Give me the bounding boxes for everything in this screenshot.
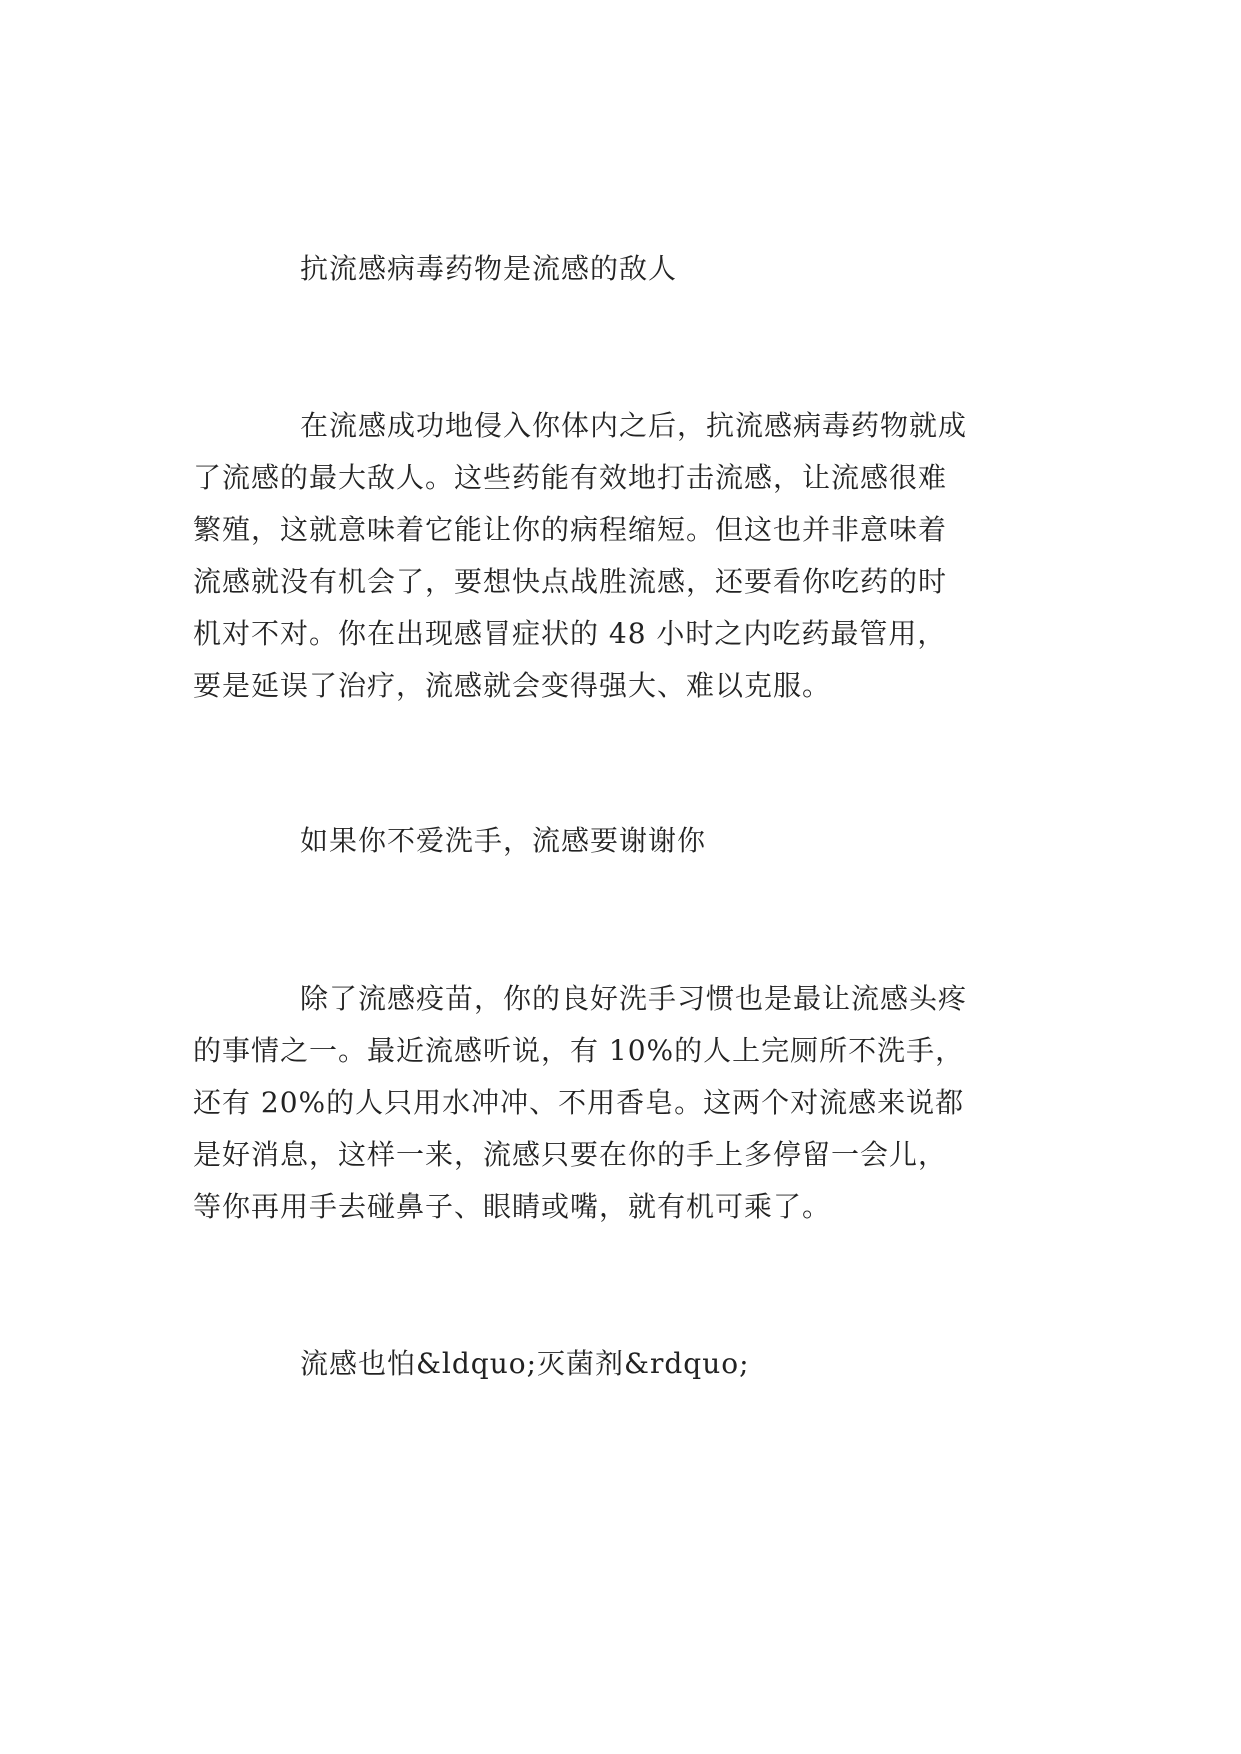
paragraph-line: 在流感成功地侵入你体内之后，抗流感病毒药物就成 xyxy=(300,409,968,442)
paragraph-line: 机对不对。你在出现感冒症状的 48 小时之内吃药最管用， xyxy=(193,617,947,650)
section-heading: 流感也怕&ldquo;灭菌剂&rdquo; xyxy=(300,1347,750,1380)
paragraph-line: 了流感的最大敌人。这些药能有效地打击流感，让流感很难 xyxy=(193,461,948,494)
paragraph-line: 的事情之一。最近流感听说，有 10%的人上完厕所不洗手， xyxy=(193,1034,965,1067)
paragraph-line: 等你再用手去碰鼻子、眼睛或嘴，就有机可乘了。 xyxy=(193,1190,832,1223)
section-heading: 抗流感病毒药物是流感的敌人 xyxy=(300,252,678,285)
section-heading: 如果你不爱洗手，流感要谢谢你 xyxy=(300,824,707,857)
paragraph-line: 除了流感疫苗，你的良好洗手习惯也是最让流感头疼 xyxy=(300,982,968,1015)
paragraph-line: 要是延误了治疗，流感就会变得强大、难以克服。 xyxy=(193,669,832,702)
paragraph-line: 流感就没有机会了，要想快点战胜流感，还要看你吃药的时 xyxy=(193,565,948,598)
paragraph-line: 繁殖，这就意味着它能让你的病程缩短。但这也并非意味着 xyxy=(193,513,948,546)
paragraph-line: 还有 20%的人只用水冲冲、不用香皂。这两个对流感来说都 xyxy=(193,1086,965,1119)
paragraph-line: 是好消息，这样一来，流感只要在你的手上多停留一会儿， xyxy=(193,1138,948,1171)
